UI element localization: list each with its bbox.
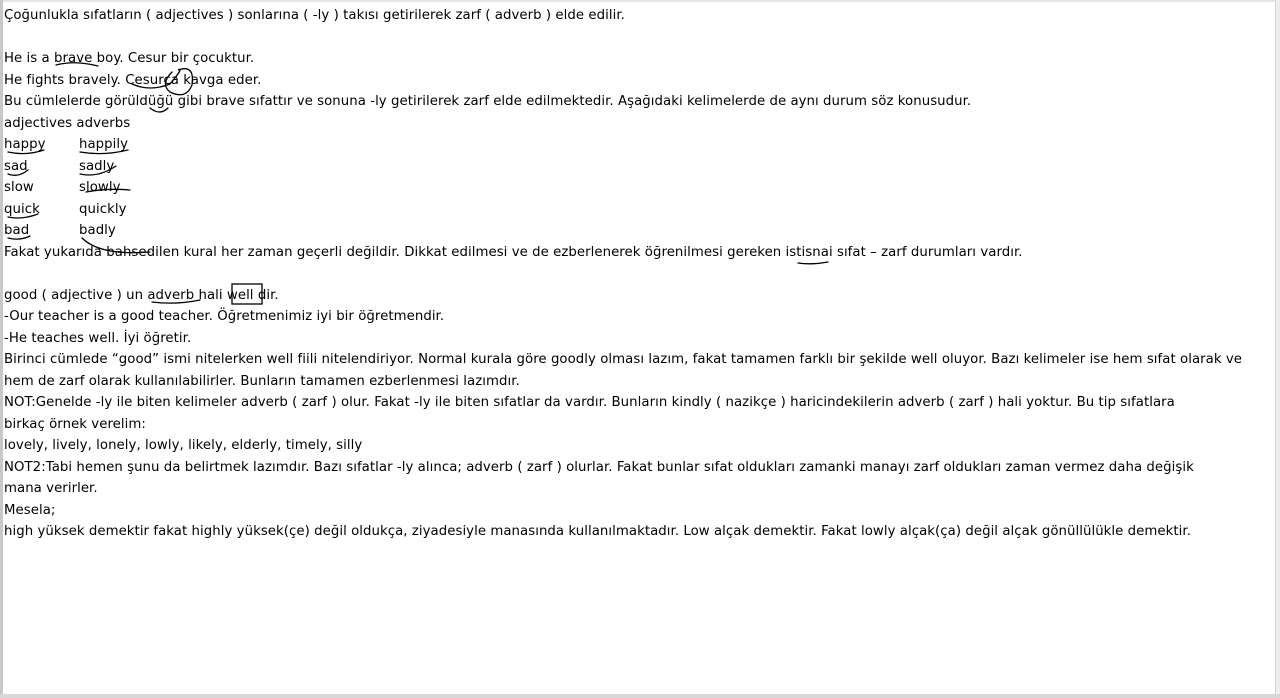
- text-line-paragraph-1a: Birinci cümlede “good” ismi nitelerken well fiili nitelendiriyor. Normal kurala göre goodly olması lazım, fakat tamamen farklı bir şekilde well oluyor. Bazı kelimeler ise hem sıfat olarak ve: [4, 352, 1243, 367]
- text-line-note-2b: mana verirler.: [4, 481, 98, 496]
- adverb-word: quickly: [79, 201, 127, 217]
- window-bottom-edge: [0, 694, 1280, 698]
- text-line-example-3: -Our teacher is a good teacher. Öğretmenimiz iyi bir öğretmendir.: [4, 309, 445, 324]
- window-right-scrollbar[interactable]: [1275, 0, 1280, 698]
- text-line-high-low: high yüksek demektir fakat highly yüksek(çe) değil oldukça, ziyadesiyle manasında kullanılmaktadır. Low alçak demektir. Fakat lowly alçak(ça) değil alçak gönüllülükle demektir.: [4, 524, 1191, 539]
- blank-line: [4, 263, 1272, 285]
- text-line-intro: Çoğunlukla sıfatların ( adjectives ) sonlarına ( -ly ) takısı getirilerek zarf ( adverb ) elde edilir.: [4, 8, 625, 23]
- whiteboard-canvas: [4, 5, 1272, 543]
- adverb-word: happily: [79, 137, 129, 152]
- text-line-example-4: -He teaches well. İyi öğretir.: [4, 330, 192, 346]
- text-line-table-header: adjectives adverbs: [4, 115, 131, 131]
- text-line-word-list: lovely, lively, lonely, lowly, likely, elderly, timely, silly: [4, 438, 363, 453]
- adverb-word: sadly: [79, 158, 115, 174]
- text-line-example-2: He fights bravely. Cesurca kavga eder.: [4, 72, 262, 88]
- blank-line: [4, 27, 1272, 49]
- adjective-word: slow: [4, 180, 34, 195]
- adjective-word: happy: [4, 137, 46, 152]
- text-line-exceptions: Fakat yukarıda bahsedilen kural her zaman geçerli değildir. Dikkat edilmesi ve de ezberlenerek öğrenilmesi gereken istisnai sıfat – zarf durumları vardır.: [4, 244, 1023, 260]
- text-line-note-1b: birkaç örnek verelim:: [4, 416, 146, 432]
- window-top-edge: [0, 0, 1280, 2]
- window-left-edge: [0, 0, 3, 698]
- text-line-note-1a: NOT:Genelde -ly ile biten kelimeler adverb ( zarf ) olur. Fakat -ly ile biten sıfatlar da vardır. Bunların kindly ( nazikçe ) haricindekilerin adverb ( zarf ) hali yoktur. Bu tip sıfatlara: [4, 395, 1175, 410]
- adjective-word: quick: [4, 201, 40, 217]
- adjective-word: sad: [4, 158, 28, 174]
- text-line-good-well: good ( adjective ) un adverb hali well dir.: [4, 287, 279, 303]
- word-pair-row: [4, 199, 1272, 221]
- adjective-word: bad: [4, 223, 30, 238]
- word-pair-row: [4, 177, 1272, 199]
- text-line-paragraph-1b: hem de zarf olarak kullanılabilirler. Bunların tamamen ezberlenmesi lazımdır.: [4, 373, 520, 389]
- text-line-note-2a: NOT2:Tabi hemen şunu da belirtmek lazımdır. Bazı sıfatlar -ly alınca; adverb ( zarf ) olurlar. Fakat bunlar sıfat oldukları zamanki manayı zarf oldukları zaman vermez daha değişik: [4, 459, 1194, 475]
- word-pair-row: [4, 156, 1272, 178]
- text-line-explanation: Bu cümlelerde görüldüğü gibi brave sıfattır ve sonuna -ly getirilerek zarf elde edilmektedir. Aşağıdaki kelimelerde de aynı durum söz konusudur.: [4, 94, 972, 109]
- text-line-example-1: He is a brave boy. Cesur bir çocuktur.: [4, 51, 255, 66]
- adverb-word: badly: [79, 223, 116, 238]
- text-line-example-label: Mesela;: [4, 502, 56, 518]
- word-pair-row: [4, 134, 1272, 156]
- adverb-word: slowly: [79, 180, 121, 195]
- word-pair-row: [4, 220, 1272, 242]
